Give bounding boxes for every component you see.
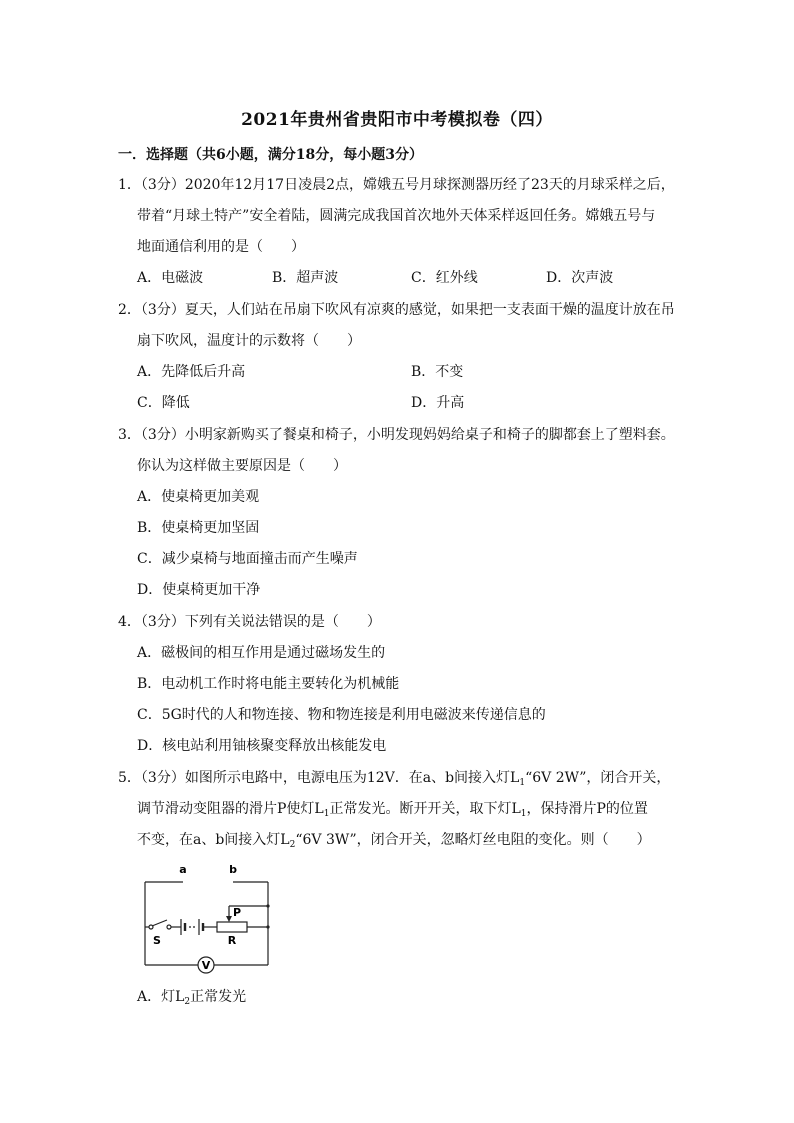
q5-line2-sub1: 1	[323, 809, 330, 819]
label-rheostat: R	[227, 934, 237, 947]
q5-option-a	[137, 987, 246, 1007]
switch-terminal-right	[167, 925, 171, 929]
q3-option-b: B．使桌椅更加坚固	[137, 520, 260, 536]
q2-option-d: D．升高	[411, 395, 465, 411]
q1-option-d: D．次声波	[546, 270, 614, 286]
section-heading: 一．选择题（共6小题，满分18分，每小题3分）	[118, 147, 423, 163]
q5-line3-text-b: “6V 3W”，闭合开关，忽略灯丝电阻的变化。则（ ）	[295, 832, 651, 848]
q5-line3-text-a: 不变，在a、b间接入灯L	[137, 832, 290, 848]
q1-line3: 地面通信利用的是（ ）	[137, 239, 305, 255]
page-title: 2021年贵州省贵阳市中考模拟卷（四）	[241, 110, 553, 130]
q3-option-a: A．使桌椅更加美观	[137, 489, 260, 505]
q5-line1-text-a: 5．（3分）如图所示电路中，电源电压为12V．在a、b间接入灯L	[118, 770, 520, 786]
q1-option-a: A．电磁波	[137, 270, 204, 286]
q5-option-a-text: A．灯L	[137, 989, 185, 1005]
q5-line2-text-c: ，保持滑片P的位置	[526, 801, 648, 817]
rheostat-body	[217, 922, 247, 932]
q3-line1: 3．（3分）小明家新购买了餐桌和椅子，小明发现妈妈给桌子和椅子的脚都套上了塑料套。	[118, 427, 675, 443]
q5-line3-sub: 2	[289, 840, 296, 850]
q4-option-c: C．5G时代的人和物连接、物和物连接是利用电磁波来传递信息的	[137, 707, 546, 723]
q5-option-a-text-b: 正常发光	[190, 989, 247, 1005]
q5-line2-sub2: 1	[520, 809, 527, 819]
q5-line1-sub: 1	[519, 778, 526, 788]
q3-option-c: C．减少桌椅与地面撞击而产生噪声	[137, 551, 358, 567]
q4-option-b: B．电动机工作时将电能主要转化为机械能	[137, 676, 400, 692]
q5-line2-text-a: 调节滑动变阻器的滑片P使灯L	[137, 801, 324, 817]
label-switch: S	[153, 934, 161, 947]
label-a: a	[179, 863, 187, 876]
q3-line2: 你认为这样做主要原因是（ ）	[137, 458, 347, 474]
q5-line3	[137, 830, 651, 850]
q2-option-b: B．不变	[411, 364, 464, 380]
slider-arrow-icon	[226, 916, 232, 922]
q5-line1-text-b: “6V 2W”，闭合开关，	[525, 770, 671, 786]
q2-option-c: C．降低	[137, 395, 190, 411]
q5-line2-text-b: 正常发光。断开开关，取下灯L	[329, 801, 521, 817]
label-slider: P	[232, 906, 242, 919]
q5-line1	[118, 768, 670, 788]
q1-option-b: B．超声波	[272, 270, 339, 286]
label-voltmeter: V	[201, 959, 211, 972]
label-b: b	[229, 863, 237, 876]
junction-dot	[266, 904, 269, 907]
q5-option-a-sub: 2	[184, 997, 191, 1007]
circuit-diagram	[135, 860, 285, 975]
switch-blade	[152, 920, 167, 926]
q3-option-d: D．使桌椅更加干净	[137, 582, 261, 598]
q2-line1: 2．（3分）夏天，人们站在吊扇下吹风有凉爽的感觉，如果把一支表面干燥的温度计放在吊	[118, 302, 675, 318]
q2-line2: 扇下吹风，温度计的示数将（ ）	[137, 333, 361, 349]
q2-option-a: A．先降低后升高	[137, 364, 246, 380]
q4-option-d: D．核电站利用铀核聚变释放出核能发电	[137, 738, 387, 754]
q5-line2	[137, 799, 648, 819]
q1-line2: 带着“月球土特产”安全着陆，圆满完成我国首次地外天体采样返回任务。嫦娥五号与	[137, 208, 656, 224]
junction-dot-2	[266, 925, 269, 928]
q4-option-a: A．磁极间的相互作用是通过磁场发生的	[137, 645, 386, 661]
q4-line1: 4．（3分）下列有关说法错误的是（ ）	[118, 614, 381, 630]
q1-line1: 1．（3分）2020年12月17日凌晨2点，嫦娥五号月球探测器历经了23天的月球采样之后，	[118, 177, 675, 193]
q1-option-c: C．红外线	[411, 270, 478, 286]
